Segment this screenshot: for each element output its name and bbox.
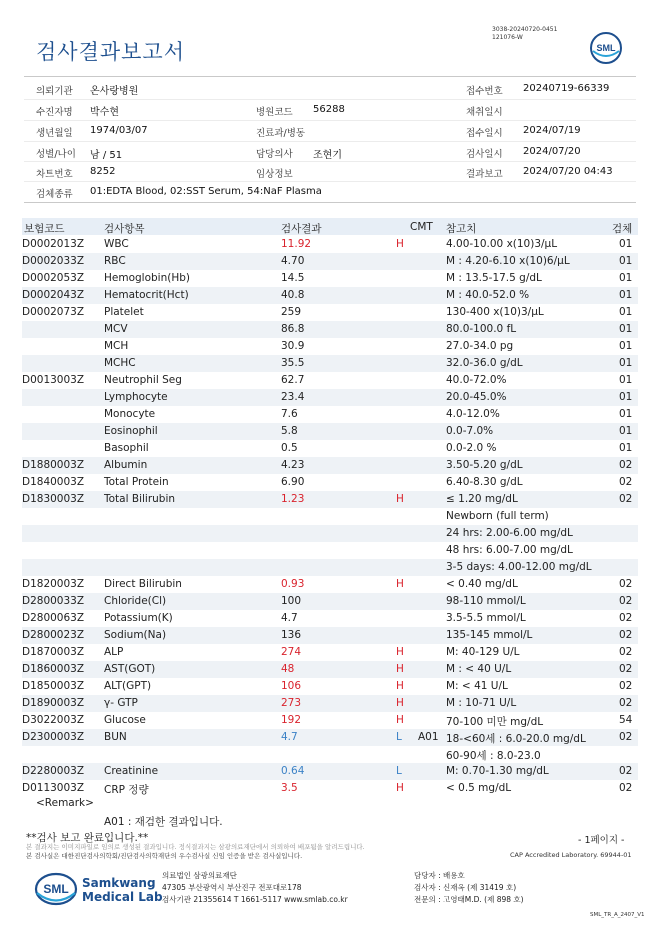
cell-ref: 70-100 미만 mg/dL bbox=[446, 716, 544, 728]
table-row bbox=[22, 746, 638, 763]
cell-result: 3.5 bbox=[281, 782, 298, 794]
table-row bbox=[22, 525, 638, 542]
cell-specimen: 02 bbox=[619, 697, 633, 709]
cell-ref: 32.0-36.0 g/dL bbox=[446, 357, 523, 369]
patient-label: 수진자명 bbox=[36, 107, 73, 118]
cell-specimen: 02 bbox=[619, 629, 633, 641]
logo-top-text: SML bbox=[596, 43, 616, 53]
cell-ref: Newborn (full term) bbox=[446, 510, 549, 522]
received-label: 접수일시 bbox=[466, 128, 503, 139]
cell-specimen: 02 bbox=[619, 493, 633, 505]
header-spec: 검체 bbox=[612, 223, 633, 235]
cell-flag: H bbox=[396, 578, 404, 590]
cell-ref: < 0.5 mg/dL bbox=[446, 782, 512, 794]
sex-age-value: 남 / 51 bbox=[90, 150, 123, 161]
cell-result: 11.92 bbox=[281, 238, 312, 250]
table-row bbox=[22, 406, 638, 423]
document-code bbox=[492, 26, 557, 42]
table-row bbox=[22, 457, 638, 474]
cell-cmt: A01 bbox=[418, 731, 439, 743]
cell-result: 86.8 bbox=[281, 323, 305, 335]
cell-flag: L bbox=[396, 731, 402, 743]
cell-specimen: 01 bbox=[619, 289, 633, 301]
cell-result: 106 bbox=[281, 680, 302, 692]
cell-code: D1860003Z bbox=[22, 663, 85, 675]
cell-specimen: 01 bbox=[619, 442, 633, 454]
cell-flag: H bbox=[396, 697, 404, 709]
cell-ref: M: 0.70-1.30 mg/dL bbox=[446, 765, 549, 777]
cell-code: D1870003Z bbox=[22, 646, 85, 658]
cell-code: D0002043Z bbox=[22, 289, 85, 301]
table-row bbox=[22, 491, 638, 508]
hospital-code-label: 병원코드 bbox=[256, 107, 293, 118]
chart-value: 8252 bbox=[90, 166, 116, 177]
specimen-type-label: 검체종류 bbox=[36, 189, 73, 200]
cell-code: D0013003Z bbox=[22, 374, 85, 386]
cell-item: Hematocrit(Hct) bbox=[104, 289, 189, 301]
cell-flag: H bbox=[396, 663, 404, 675]
cell-flag: H bbox=[396, 680, 404, 692]
table-row bbox=[22, 729, 638, 746]
header-rule bbox=[24, 76, 636, 77]
cell-code: D1840003Z bbox=[22, 476, 85, 488]
cell-specimen: 02 bbox=[619, 595, 633, 607]
cell-ref: 0.0-7.0% bbox=[446, 425, 494, 437]
cell-code: D1820003Z bbox=[22, 578, 85, 590]
cell-code: D0113003Z bbox=[22, 782, 85, 794]
table-row bbox=[22, 287, 638, 304]
birth-label: 생년월일 bbox=[36, 128, 73, 139]
cell-ref: < 0.40 mg/dL bbox=[446, 578, 518, 590]
cell-code: D2300003Z bbox=[22, 731, 85, 743]
cell-item: RBC bbox=[104, 255, 126, 267]
cell-item: Chloride(Cl) bbox=[104, 595, 167, 607]
cell-ref: 20.0-45.0% bbox=[446, 391, 507, 403]
table-row bbox=[22, 355, 638, 372]
cell-flag: H bbox=[396, 238, 404, 250]
specimen-type-value: 01:EDTA Blood, 02:SST Serum, 54:NaF Plasma bbox=[90, 186, 322, 197]
cell-ref: 98-110 mmol/L bbox=[446, 595, 526, 607]
institution-label: 의뢰기관 bbox=[36, 86, 73, 97]
table-row bbox=[22, 508, 638, 525]
reported-value: 2024/07/20 04:43 bbox=[523, 166, 613, 177]
cell-item: Glucose bbox=[104, 714, 146, 726]
cell-result: 273 bbox=[281, 697, 302, 709]
info-divider bbox=[24, 99, 636, 100]
form-code: SML_TR_A_2407_V1 bbox=[590, 912, 645, 918]
reported-label: 결과보고 bbox=[466, 169, 503, 180]
cell-flag: L bbox=[396, 765, 402, 777]
cell-result: 7.6 bbox=[281, 408, 298, 420]
cell-result: 0.93 bbox=[281, 578, 305, 590]
cell-result: 4.7 bbox=[281, 612, 298, 624]
table-row bbox=[22, 236, 638, 253]
cell-item: CRP 정량 bbox=[104, 784, 149, 796]
info-divider bbox=[24, 161, 636, 162]
table-row bbox=[22, 474, 638, 491]
cell-ref: M : 4.20-6.10 x(10)6/μL bbox=[446, 255, 570, 267]
collect-label: 채취일시 bbox=[466, 107, 503, 118]
cell-ref: 24 hrs: 2.00-6.00 mg/dL bbox=[446, 527, 573, 539]
cell-code: D2800063Z bbox=[22, 612, 85, 624]
tested-value: 2024/07/20 bbox=[523, 146, 581, 157]
table-row bbox=[22, 678, 638, 695]
receipt-no-value: 20240719-66339 bbox=[523, 83, 610, 94]
cell-specimen: 02 bbox=[619, 646, 633, 658]
cell-result: 259 bbox=[281, 306, 302, 318]
cell-ref: 4.0-12.0% bbox=[446, 408, 500, 420]
cell-specimen: 01 bbox=[619, 323, 633, 335]
table-row bbox=[22, 440, 638, 457]
cell-specimen: 01 bbox=[619, 425, 633, 437]
table-row bbox=[22, 372, 638, 389]
info-divider bbox=[24, 181, 636, 182]
sex-age-label: 성별/나이 bbox=[36, 149, 76, 160]
cell-code: D3022003Z bbox=[22, 714, 85, 726]
cell-item: Potassium(K) bbox=[104, 612, 173, 624]
cell-code: D1880003Z bbox=[22, 459, 85, 471]
cell-ref: 80.0-100.0 fL bbox=[446, 323, 517, 335]
footer-staff-2: 검사자 : 신재옥 (제 31419 호) bbox=[414, 883, 517, 892]
cell-item: Total Protein bbox=[104, 476, 169, 488]
cell-ref: M: < 41 U/L bbox=[446, 680, 508, 692]
cell-specimen: 02 bbox=[619, 663, 633, 675]
notice-image-file: 본 결과지는 이미지파일로 임의로 생성된 결과입니다. 정식결과지는 삼광의료재단에서 의뢰하여 배포됨을 알려드립니다. bbox=[26, 843, 365, 851]
cell-ref: 3.5-5.5 mmol/L bbox=[446, 612, 526, 624]
cell-result: 1.23 bbox=[281, 493, 305, 505]
cell-specimen: 01 bbox=[619, 408, 633, 420]
cell-specimen: 02 bbox=[619, 765, 633, 777]
document-code-line1: 3038-20240720-0451 bbox=[492, 26, 558, 33]
cell-flag: H bbox=[396, 782, 404, 794]
cell-result: 192 bbox=[281, 714, 302, 726]
cell-item: Lymphocyte bbox=[104, 391, 168, 403]
cell-item: AST(GOT) bbox=[104, 663, 156, 675]
cell-code: D2800033Z bbox=[22, 595, 85, 607]
header-item: 검사항목 bbox=[104, 223, 145, 235]
cell-ref: 3.50-5.20 g/dL bbox=[446, 459, 523, 471]
cell-specimen: 01 bbox=[619, 238, 633, 250]
cell-specimen: 01 bbox=[619, 374, 633, 386]
logo-name bbox=[82, 876, 163, 904]
cell-result: 100 bbox=[281, 595, 302, 607]
cell-item: γ- GTP bbox=[104, 697, 138, 709]
cell-result: 14.5 bbox=[281, 272, 305, 284]
cell-result: 4.70 bbox=[281, 255, 305, 267]
cell-ref: 18-<60세 : 6.0-20.0 mg/dL bbox=[446, 733, 586, 745]
cell-result: 62.7 bbox=[281, 374, 305, 386]
logo-name-line2: Medical Lab bbox=[82, 890, 163, 904]
received-value: 2024/07/19 bbox=[523, 125, 581, 136]
cell-specimen: 01 bbox=[619, 272, 633, 284]
header-result: 검사결과 bbox=[281, 223, 322, 235]
cell-item: Albumin bbox=[104, 459, 148, 471]
footer-staff-1: 담당자 : 배용호 bbox=[414, 871, 465, 880]
table-row bbox=[22, 780, 638, 797]
cell-ref: 27.0-34.0 pg bbox=[446, 340, 514, 352]
institution-value: 온사랑병원 bbox=[90, 86, 139, 97]
chart-label: 차트번호 bbox=[36, 169, 73, 180]
cell-specimen: 01 bbox=[619, 391, 633, 403]
cell-result: 30.9 bbox=[281, 340, 305, 352]
cell-specimen: 02 bbox=[619, 459, 633, 471]
header-code: 보험코드 bbox=[24, 223, 65, 235]
table-row bbox=[22, 576, 638, 593]
cell-code: D1830003Z bbox=[22, 493, 85, 505]
cell-specimen: 02 bbox=[619, 782, 633, 794]
logo-bottom-text: SML bbox=[43, 882, 69, 896]
cap-accreditation: CAP Accredited Laboratory. 69944-01 bbox=[510, 851, 632, 859]
samkwang-logo-icon bbox=[34, 872, 78, 906]
cell-item: MCHC bbox=[104, 357, 136, 369]
cell-result: 0.5 bbox=[281, 442, 298, 454]
table-row bbox=[22, 338, 638, 355]
receipt-no-label: 접수번호 bbox=[466, 86, 503, 97]
header-cmt: CMT bbox=[410, 221, 433, 233]
cell-item: BUN bbox=[104, 731, 127, 743]
cell-specimen: 01 bbox=[619, 357, 633, 369]
cell-specimen: 01 bbox=[619, 306, 633, 318]
doctor-label: 담당의사 bbox=[256, 149, 293, 160]
cell-specimen: 02 bbox=[619, 612, 633, 624]
info-bottom-rule bbox=[24, 202, 636, 203]
table-row bbox=[22, 695, 638, 712]
footer-staff-3: 전문의 : 고영태M.D. (제 898 호) bbox=[414, 895, 524, 904]
cell-ref: 130-400 x(10)3/μL bbox=[446, 306, 544, 318]
cell-result: 5.8 bbox=[281, 425, 298, 437]
cell-ref: 3-5 days: 4.00-12.00 mg/dL bbox=[446, 561, 592, 573]
cell-flag: H bbox=[396, 714, 404, 726]
cell-ref: 48 hrs: 6.00-7.00 mg/dL bbox=[446, 544, 573, 556]
cell-code: D1890003Z bbox=[22, 697, 85, 709]
cell-code: D0002053Z bbox=[22, 272, 85, 284]
cell-item: Neutrophil Seg bbox=[104, 374, 182, 386]
patient-value: 박수현 bbox=[90, 107, 119, 118]
table-row bbox=[22, 321, 638, 338]
cell-code: D2800023Z bbox=[22, 629, 85, 641]
footer-org: 의료법인 삼광의료재단 bbox=[162, 871, 237, 880]
birth-value: 1974/03/07 bbox=[90, 125, 148, 136]
table-row bbox=[22, 270, 638, 287]
cell-ref: 60-90세 : 8.0-23.0 bbox=[446, 750, 541, 762]
remark-title: <Remark> bbox=[36, 797, 94, 809]
cell-code: D1850003Z bbox=[22, 680, 85, 692]
cell-ref: 0.0-2.0 % bbox=[446, 442, 497, 454]
cell-result: 4.23 bbox=[281, 459, 305, 471]
clinical-label: 임상정보 bbox=[256, 169, 293, 180]
cell-specimen: 02 bbox=[619, 476, 633, 488]
sml-logo-icon bbox=[590, 32, 622, 64]
cell-item: MCH bbox=[104, 340, 129, 352]
table-row bbox=[22, 763, 638, 780]
page-number: - 1페이지 - bbox=[578, 835, 625, 846]
page-title: 검사결과보고서 bbox=[36, 40, 186, 64]
cell-ref: M : 10-71 U/L bbox=[446, 697, 517, 709]
tested-label: 검사일시 bbox=[466, 149, 503, 160]
table-row bbox=[22, 610, 638, 627]
cell-item: Monocyte bbox=[104, 408, 156, 420]
cell-result: 274 bbox=[281, 646, 302, 658]
report-complete: **검사 보고 완료입니다.** bbox=[26, 832, 149, 844]
cell-item: Platelet bbox=[104, 306, 144, 318]
cell-result: 40.8 bbox=[281, 289, 305, 301]
footer-org-block bbox=[162, 870, 348, 906]
cell-ref: 135-145 mmol/L bbox=[446, 629, 533, 641]
cell-ref: 6.40-8.30 g/dL bbox=[446, 476, 523, 488]
cell-item: ALP bbox=[104, 646, 124, 658]
cell-code: D2280003Z bbox=[22, 765, 85, 777]
logo-name-line1: Samkwang bbox=[82, 876, 156, 890]
info-divider bbox=[24, 141, 636, 142]
cell-item: Total Bilirubin bbox=[104, 493, 176, 505]
table-row bbox=[22, 423, 638, 440]
cell-specimen: 02 bbox=[619, 578, 633, 590]
cell-item: Sodium(Na) bbox=[104, 629, 167, 641]
footer-address: 47305 부산광역시 부산진구 전포대로178 bbox=[162, 883, 302, 892]
cell-ref: M: 40-129 U/L bbox=[446, 646, 520, 658]
table-row bbox=[22, 389, 638, 406]
cell-code: D0002013Z bbox=[22, 238, 85, 250]
cell-item: Creatinine bbox=[104, 765, 159, 777]
cell-result: 23.4 bbox=[281, 391, 305, 403]
table-row bbox=[22, 253, 638, 270]
cell-specimen: 01 bbox=[619, 255, 633, 267]
cell-specimen: 54 bbox=[619, 714, 633, 726]
cell-ref: 4.00-10.00 x(10)3/μL bbox=[446, 238, 558, 250]
cell-item: Hemoglobin(Hb) bbox=[104, 272, 191, 284]
table-row bbox=[22, 559, 638, 576]
cell-specimen: 01 bbox=[619, 340, 633, 352]
cell-flag: H bbox=[396, 493, 404, 505]
cell-result: 136 bbox=[281, 629, 302, 641]
cell-item: Basophil bbox=[104, 442, 149, 454]
footer-contact: 검사기관 21355614 T 1661-5117 www.smlab.co.kr bbox=[162, 895, 348, 904]
cell-code: D0002073Z bbox=[22, 306, 85, 318]
cell-item: MCV bbox=[104, 323, 128, 335]
cell-result: 4.7 bbox=[281, 731, 298, 743]
cell-flag: H bbox=[396, 646, 404, 658]
table-row bbox=[22, 661, 638, 678]
hospital-code-value: 56288 bbox=[313, 104, 345, 115]
cell-ref: M : 13.5-17.5 g/dL bbox=[446, 272, 542, 284]
cell-code: D0002033Z bbox=[22, 255, 85, 267]
cell-specimen: 02 bbox=[619, 731, 633, 743]
cell-item: ALT(GPT) bbox=[104, 680, 152, 692]
table-row bbox=[22, 712, 638, 729]
remark-line: A01 : 재검한 결과입니다. bbox=[104, 816, 223, 828]
cell-ref: 40.0-72.0% bbox=[446, 374, 507, 386]
header-ref: 참고치 bbox=[446, 223, 477, 235]
cell-result: 35.5 bbox=[281, 357, 305, 369]
table-row bbox=[22, 627, 638, 644]
table-row bbox=[22, 304, 638, 321]
cell-ref: ≤ 1.20 mg/dL bbox=[446, 493, 518, 505]
cell-item: Eosinophil bbox=[104, 425, 158, 437]
notice-certification: 본 검사실은 대한진단검사의학회/진단검사의학재단의 우수검사실 신임 인증을 받은 검사실입니다. bbox=[26, 852, 303, 860]
cell-specimen: 02 bbox=[619, 680, 633, 692]
table-row bbox=[22, 593, 638, 610]
document-code-line2: 121076-W bbox=[492, 34, 523, 41]
cell-result: 0.64 bbox=[281, 765, 305, 777]
cell-result: 48 bbox=[281, 663, 295, 675]
dept-label: 진료과/병동 bbox=[256, 128, 306, 139]
cell-ref: M : < 40 U/L bbox=[446, 663, 512, 675]
cell-ref: M : 40.0-52.0 % bbox=[446, 289, 530, 301]
cell-item: Direct Bilirubin bbox=[104, 578, 182, 590]
footer-staff-block bbox=[414, 870, 524, 906]
doctor-value: 조현기 bbox=[313, 150, 342, 161]
cell-result: 6.90 bbox=[281, 476, 305, 488]
cell-item: WBC bbox=[104, 238, 129, 250]
info-divider bbox=[24, 120, 636, 121]
table-row bbox=[22, 644, 638, 661]
table-row bbox=[22, 542, 638, 559]
